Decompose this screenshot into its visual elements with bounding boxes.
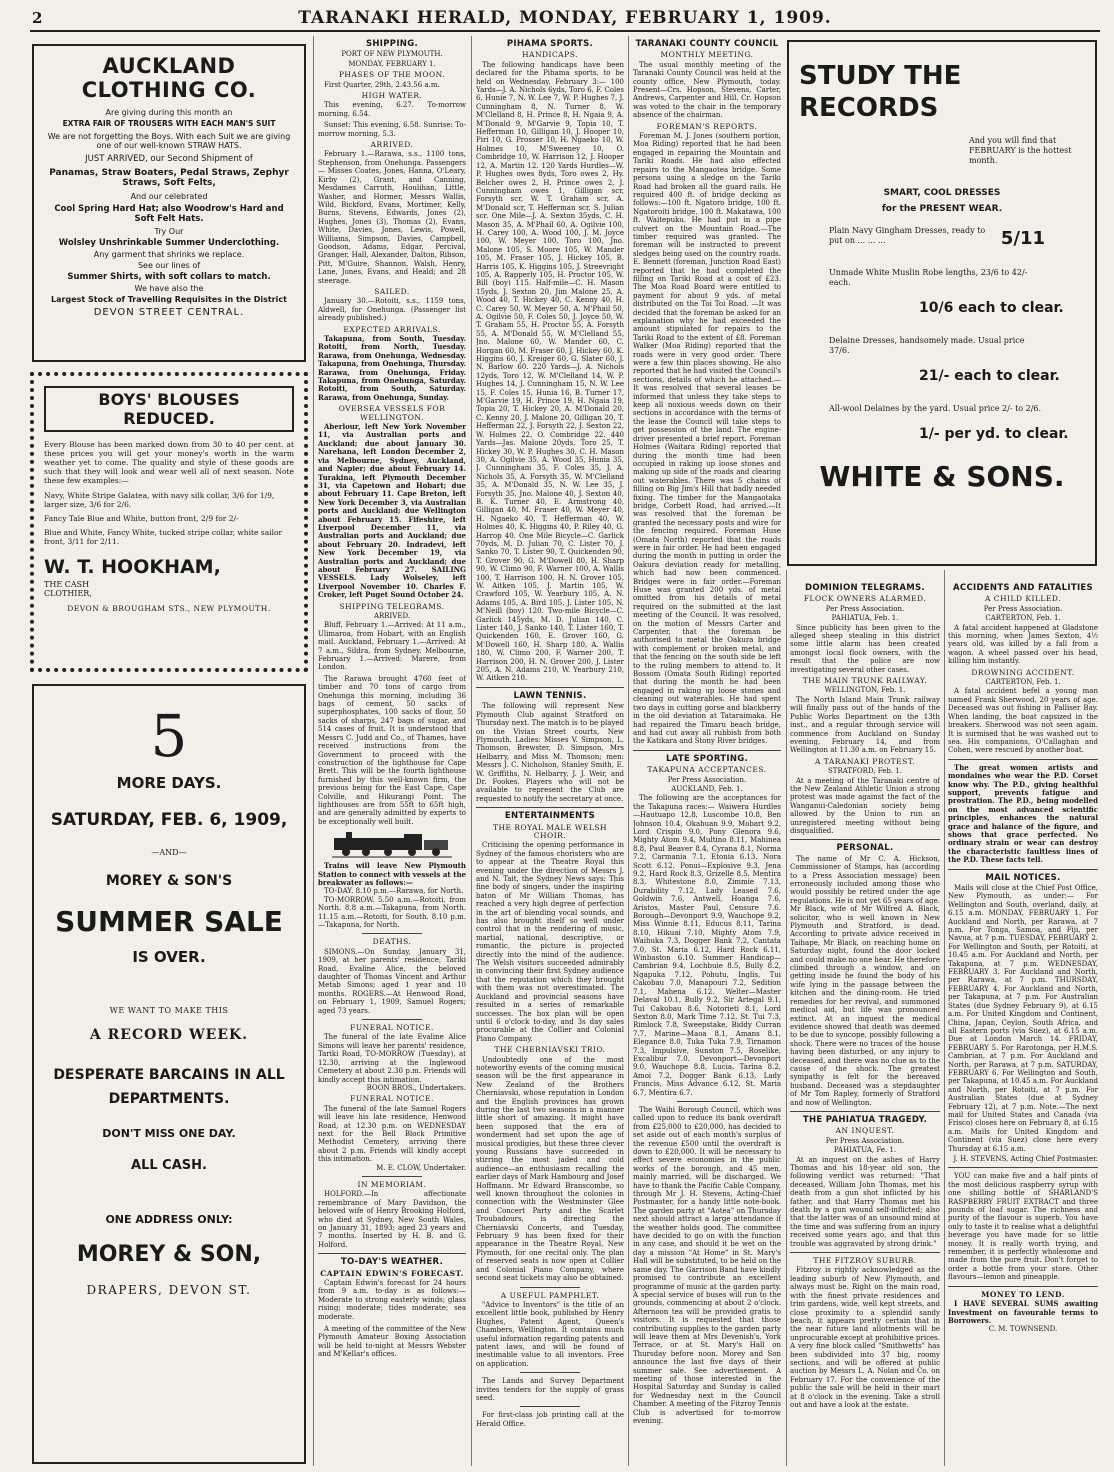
ad-line: And our celebrated [130, 192, 208, 201]
article-text: Since publicity has been given to the alleged sheep stealing in this district some little alarm has been created amongst local flock owners, with the result that the police are now investigating several other cases. [790, 623, 940, 674]
article-text: A fatal accident befel a young man named Frank Sherwood, 20 years of age. Deceased was out fishing in Palliser Bay. When landing, the boat capsized in the breakers. Sherwood was not seen again. It is surmised that he was washed out to sea. His companions, O'Callaghan and Cohen, were rescued by another boat. [948, 687, 1098, 755]
article-text: Trains will leave New Plymouth Station to connect with vessels at the breakwater as follows:— [318, 861, 466, 887]
subheading: A TARANAKI PROTEST. [814, 756, 916, 766]
ad-intro: Every Blouse has been marked down from 30 to 40 per cent. at these prices you will get your money's worth in the warm weather yet to come. The quality and style of these goods are such that they will look and wear well all of next season. Note these few examples:— [44, 440, 294, 485]
section-heading: MAIL NOTICES. [985, 872, 1061, 883]
subheading: TAKAPUNA ACCEPTANCES. [647, 765, 767, 775]
subheading: THE FITZROY SUBURB. [813, 1256, 917, 1266]
divider [633, 750, 781, 751]
subheading: Per Press Association. [667, 775, 747, 784]
article-text: The Rarawa brought 4760 feet of timber and 70 tons of cargo from Onehunga this morning, including 36 bags of cement, 50 sacks of superphosphates, 100 sacks of flour, 50 sacks of sharps, 247 bags of sugar, and 514 cases of fruit. It is understood that Messrs C. Judd and Co., of Thames, have received instructions from the Government to proceed with the construction of the lighthouse for Cape Brett. This will be the fourth lighthouse furnished by this well-known firm, the previous being for the East Cape, Cape Colville, and Hikurangi Point. The lighthouses are from 55ft to 65ft high, and are generally admitted by experts to be exceptionally well built. [318, 674, 466, 826]
article-text: SIMONS.—On Sunday, January 31, 1909, at her parents' residence, Tariki Road, Evaline Alice, the beloved daughter of Thomas Vincent and Arthur Metab Simons; aged 1 year and 10 months. ROGERS.—At Henwood Road, on February 1, 1909, Samuel Rogers; aged 73 years. [318, 947, 466, 1015]
ad-line: Largest Stock of Travelling Requisites in the District [51, 295, 287, 304]
section-heading: SHIPPING. [365, 39, 419, 49]
dateline: AUCKLAND, Feb. 1. [671, 784, 743, 793]
column-rule [786, 570, 787, 1466]
column-rule [944, 570, 945, 1466]
ad-line: Unmade White Muslin Robe lengths, 23/6 to 42/- each. [829, 268, 1028, 287]
page-number: 2 [32, 9, 43, 27]
ad-line: WE WANT TO MAKE THIS [109, 1006, 229, 1015]
ad-line: ALL CASH. [131, 1158, 207, 1173]
subheading: DROWNING ACCIDENT. [971, 667, 1075, 677]
article-text: A meeting of the committee of the New Plymouth Amateur Boxing Association will be held to-night at Messrs Webster and M'Kellar's offices. [318, 1325, 466, 1359]
subheading: MONDAY, FEBRUARY 1. [348, 59, 436, 68]
ad-item: Blue and White, Fancy White, tucked stripe collar, white sailor front, 3/11 for 2/11. [44, 528, 283, 546]
article-text: February 1.—Rarawa, s.s., 1100 tons, Stephenson, from Onehunga. Passengers— Misses Coates, Jones, Hanna, O'Leary, Kirby (2), Grant, and Canning, Mesdames Carruth, Houlihan, Little, Washer, and Hormer, Messrs Wallis, Wild, Bickford, Evans, Mortimer, Kelly, Burns, Stevens, Edwards, Jones (2), Hughes, Jones (3), Thomas (2), Evans, White, Davies, Jones, Lewis, Powell, Williams, Simpson, Davies, Campbell, Goodson, Adams, Edgar, Percival, Granger, Hall, Alexander, Dalton, Ribson, Pitt, M'Guire, Shannon, Walsh, Henry, Lane, Jones, Evans, and Heald; and 28 steerage. [318, 150, 466, 285]
ad-line: All-wool Delaines by the yard. Usual price 2/- to 2/6. [829, 404, 1042, 413]
column-shipping [318, 36, 466, 1466]
column-sports [476, 36, 624, 1466]
article-text: The Waihi Borough Council, which was called upon to reduce its bank overdraft from £25,000 to £20,000, has decided to set aside out of each month's surplus of the revenue £500 until the overdraft is down to £20,000. It will be necessary to effect severe economies in the public works of the borough, and 45 men, mainly married, will be discharged. We have to thank the Pacific Cable Company, through Mr J. H. Stevens, Acting-Chief Postmaster, for a handy little note-book. The garden party at "Aotea" on Thursday next should attract a large attendance if the weather holds good. The committee have decided to go on with the function in any case, and should it be wet on the day a mission "At Home" in St. Mary's Hall will be substituted, to be held on the same day. The Garrison Band have kindly promised to contribute an excellent programme of music at the garden party. A special service of buses will run to the grounds, commencing at about 2 o'clock. Afternoon tea will be provided gratis to visitors. It is requested that those contributing supplies to the garden party will leave them at Mrs Devenish's, York Terrace, or at St. Mary's Hall on Thursday before noon. Morey and Son announce the last five days of their summer sale. See advertisement. A meeting of those interested in the Hospital Saturday and Sunday is called for Wednesday next in the Council Chamber. A meeting of the Fitzroy Tennis Club is advertised for to-morrow evening. [633, 1105, 781, 1425]
subheading: FOREMAN'S REPORTS. [656, 121, 758, 131]
section-heading: PERSONAL. [836, 843, 894, 854]
dateline: WELLINGTON, Feb. 1. [824, 686, 906, 695]
article-text: Takapuna, from South, Tuesday. Rotoiti, from North, Tuesday. Rarawa, from Onehunga, Wednesday. Takapuna, from Onehunga, Thursday. Rarawa, from Onehunga, Friday. Takapuna, from Onehunga, Saturday. Rotoiti, from South, Saturday. Rarawa, from Onehunga, Sunday. [318, 334, 466, 402]
train-icon [332, 830, 452, 858]
section-heading: THE PAHIATUA TRAGEDY. [802, 1114, 928, 1125]
ad-line: Summer Shirts, with soft collars to match. [67, 272, 271, 282]
ad-line: MOREY & SON'S [105, 873, 233, 889]
divider [948, 1286, 1098, 1287]
section-heading: TO-DAY'S WEATHER. [340, 1257, 444, 1268]
ad-line: And you will find that FEBRUARY is the hottest month. [969, 136, 1072, 165]
ad-line: We have also the [134, 284, 204, 293]
ad-line: Panamas, Straw Boaters, Pedal Straws, Zephyr Straws, Soft Felts, [49, 168, 289, 188]
ad-line: SMART, COOL DRESSES [883, 188, 1001, 198]
signature: C. M. TOWNSEND. [988, 1325, 1058, 1334]
article-text: Aberlour, left New York November 11, via Australian ports and Auckland; due about January 30. Narehana, left London December 2, via Melbourne, Sydney, Auckland, and Napier; due about February 14. Turakina, left Plymouth December 31, via Capetown and Hobart; due about February 11. Cape Breton, left New York December 3, via Australian ports and Auckland; due Wellington about February 15. Fifeshire, left Liverpool December 11, via Australian ports and Auckland; due about February 20. Indradevi, left New York December 19, via Australian ports and Auckland; due about February 27. SAILING VESSELS. Lady Wolseley, left Liverpool November 10. Charles F. Croker, left Puget Sound October 24. [318, 422, 466, 600]
subheading: A CHILD KILLED. [984, 594, 1062, 604]
subheading: FUNERAL NOTICE. [350, 1094, 434, 1104]
subheading: MONEY TO LEND. [981, 1289, 1065, 1299]
article-text: Foreman M. J. Jones (southern portion, Moa Riding) reported that he had been engaged in repairing the Mountain and Tariki Roads. He had also effected repairs to the Mangaotea bridge. Some persons using a sledge on the Tariki Road had broken all the guard rails. He required 400 ft. of bridge decking as follows:—100 ft. Ngatoro bridge, 100 ft. Ngatoroiti bridge, 100 ft. Makatawa, 100 ft. Waitepuku. He had put in a pipe culvert on the Mountain Road.—The timber required was granted. The foreman will be instructed to prevent sledges being used on the country roads. E. Bennett (foreman, Junction Road East) reported that he had completed the filling on Tariki Road at a cost of £23. The Moa Road Board were entitled to payment for about 9 yds. of metal distributed on the Toi Toi Road. —It was decided that the foreman be asked for an explanation why he had exceeded the amount stipulated for repairs to the Tariki Road to the extent of £8. Foreman Walker (Moa Riding) reported that the roads were in very good order. There were a few thin places showing. He also reported that he had visited the Council's sections, details of which he attached.—It was resolved that several leases be informed that unless they take steps to keep all noxious weeds down on their sections in accordance with the terms of the lease the Council will take steps to get possession of the land. The engine-driver presented a brief report. Foreman Holmes (Waitara Riding) reported that during the month time had been occupied in raking up loose stones and making up side of the roads and clearing out waterables. There was 5 chains of filling on Big Jim's Hill that badly needed fixing. The timber for the Mangaotaka bridge, Corbett Road, had arrived.—It was resolved that the foreman be granted the necessary posts and wire for the fencing required. Foreman Huse (Omata North) reported that the roads were in fair order. He had been engaged during the month in putting in order the Oakura deviation ready for metalling, which had now been commenced. Bridges were in fair order.—Foreman Huse was granted 200 yds. of metal omitted from his details of metal required on the submitted at the last meeting of the Council. It was resolved, on the motion of Messrs Carter and Carpenter, that the foreman be authorised to metal the Oakura bridge with complement or broken metal, and that the fencing on the south side be left to the ruling members to attend to. It Bossom (Omata South Riding) reported that during the month he had been engaged in raking up loose stones and cleaning out waterables. He had spent two days in cutting gorse and blackberry in the old deviation at Tataraimaka. He had repaired the Timaru beach bridge, and had cut away all rubbish from both the Katikara and Stony River bridges. [633, 132, 781, 746]
article-text: TO-MORROW. 5.50 a.m.—Rotoiti, from North. 8.8 a.m.—Takapuna, from North. 11.15 a.m.—Rotoiti, for South. 8.10 p.m.—Takapuna, for North. [318, 895, 466, 929]
advertiser-name: W. T. HOOKHAM, [44, 556, 221, 578]
article-text: At a meeting of the Taranaki centre of the New Zealand Athletic Union a strong protest was made against the fact of the Wanganui-Caledonian society being allowed by the Union to run an unregistered meeting without being disqualified. [790, 776, 940, 835]
ad-line: Any garment that shrinks we replace. [93, 250, 245, 259]
subheading: Per Press Association. [983, 604, 1063, 613]
subheading: OVERSEA VESSELS FOR WELLINGTON. [338, 404, 446, 422]
days-count: 5 [150, 702, 188, 770]
signature: BOON BROS., Undertakers. [366, 1083, 466, 1092]
subheading: MONTHLY MEETING. [660, 50, 754, 60]
subheading: HIGH WATER. [361, 91, 423, 101]
article-text: The Lands and Survey Department invites tenders for the supply of grass seed. [476, 1377, 624, 1402]
ad-line: We are not forgetting the Boys. With each Suit we are giving one of our well-known STRAW HATS. [47, 132, 291, 150]
ad-line: SATURDAY, FEB. 6, 1909, [50, 810, 288, 830]
price: 5/11 [1000, 228, 1045, 249]
subheading: FLOCK OWNERS ALARMED. [803, 594, 927, 604]
signature: J. H. STEVENS, Acting Chief Postmaster. [953, 1155, 1098, 1163]
article-text: At an inquest on the ashes of Harry Thomas and his 18-year old son, the following verdict was returned: "That deceased, William John Thomas, met his death from a gun shot inflicted by his father, and that Harry Thomas met his death by a gun wound self-inflicted; also that the latter was of an unsound mind at the time and was suffering from an injury received some years ago, and that this trouble was aggravated by strong drink." [790, 1155, 940, 1248]
article-text: The following handicaps have been declared for the Pihama sports, to be held on Wednesday, February 3:— 100 Yards—J. A. Nichols 6yds, Toro 6, F. Coles 6, Hunie 7, N. W. Lee 7, W. P. Hughes 7, J. Cunningham 8, N. Turner 8, W. M'Clelland 8, H. Prince 8, H. Ngaia 9, A. M'Donald 9, M'Garvie 9, Topia 10, T. Hefferman 10, Gilligan 10, J. Hooper 10, Piri 10, G. Prosser 10, H. Ngaeko 10, W. Holmes 10, M'Sweeney 10, O. Combridge 10, W. Harrison 12, J. Hooper 12, A. Martin 12. 120 Yards Hurdles—W. P. Hughes owes 8yds, Toro owes 2, Hy. Belcher owes 2, H. Prince owes 2, J. Cunningham owes 1, Gilligan scr, Forsyth scr, W. T. Graham scr, A. M'Donald scr, T. Hefferman scr, S. Julian scr. One Mile—J. A. Sexton 35yds, C. H. Mason 35, A. M'Phail 60, A. Ogilvie 100, H. Carey 100, A. Wood 100, J. M. Joyce 100, W. Meyer 100, Toro 100, Jno. Malone 105, S. Moore 105, W. Mander 105, M. Fraser 105, J. Hickey 105, B. Harris 105, K. Higgins 105, J. Streevright 105, A. Rapperly 105, H. Proctor 105, W. Bill (boy) 115. Half-mile—C. H. Mason 15yds, J. Sexton 20, Jim Malone 25, A. Wood 40, T. Hickey 40, C. Kenny 40, H. C. Carey 50, W. Meyer 50, A. M'Phail 50, A. Ogilvie 50, F. Coles 50, J. Joyce 50, W. T. Graham 55, H. Proctor 55, A. Forsyth 55, A. M'Donald 55, W. M'Clelland 55, Jno. Malone 60, W. Mander 60, C. Horgan 60, M. Fraser 60, J. Hickey 60, K. Higgins 60, J. Kreiger 60, G. Slater 60, J. N. Barlow 60. 220 Yards—J. A. Nichols 12yds, Toro 12, W. M'Clelland 14, W. P. Hughes 14, J. Cunningham 15, N. W. Lee 15, F. Coles 15, Hunia 16, B. Turner 17, M'Garvie 19, H. Prince 19, H. Ngaia 19, Topia 20, T. Hickey 20, A. M'Donald 20, C. Kenny 20, J. Malone 20, Gilligan 20, T. Hefferman 22, J. Forsyth 22, J. Sexton 22, W. Holmes 22, O. Combridge 22. 440 Yards—Jas. Malone 20yds, Toro 25, T. Hickey 30, W. P. Hughes 30, C. H. Mason 30, A. Ogilvie 35, A. Wood 35, Hunia 35, J. Cunningham 35, F. Coles 35, J. A. Nichols 35, A. Forsyth 35, W. M'Clelland 35, A. M'Donald 35, N. W. Lee 35, J. Forsyth 35, Jno. Malone 40, J. Sexton 40, B. K. Turner 40, E. Armstrong 40, Gilligan 40, M. Fraser 40, W. Meyer 40, H. Ngaeko 40, T. Hefferman 40, W. Holmes 40, K. Higgins 40, P. Riley 40, G. Harrop 40. One Mile Bicycle—C. Garlick 70yds, M. D. Julian 70, C. Lister 70, J. Sanko 70, T. Lister 90, T. Quickenden 90, T. Grover 90, G. M'Dowell 80, H. Sharp 90, W. Climo 90, F. Warner 100, A. Wallis 100, T. Harrison 100, H. N. Grover 105, W. Aitken 105, J. Martin 105, W. Crawford 105, W. Yearbury 105, A. N. Adams 105, A. Bird 105, J. Lister 105, N. M'Neill (boy) 120. Two-mile Bicycle—C. Garlick 145yds, M. D. Julian 140, C. Lister 140, J. Sanko 140, T. Lister 160, T. Quickenden 160, E. Grover 160, G. M'Dowell 160, H. Sharp 180, A. Wallis 180, W. Climo 200, F. Warner 200, T. Harrison 200, H. N. Grover 200, J. Lister 205, A. N. Adams 210, W. Yearbury 210, W. Aitken 210. [476, 60, 624, 683]
divider [362, 1176, 421, 1177]
price: 10/6 each to clear. [919, 300, 1064, 316]
subheading: A USEFUL PAMPHLET. [500, 1290, 600, 1300]
article-text: January 30.—Rotoiti, s.s., 1159 tons, Aldwell, for Onehunga. (Passenger list already published.) [318, 297, 466, 323]
subheading: IN MEMORIAM. [357, 1179, 427, 1189]
ad-line: A RECORD WEEK. [89, 1027, 249, 1043]
article-text: Fitzroy is rightly acknowledged as the leading suburb of New Plymouth, and always must be. Right on the main road, with the finest private residences and trim gardens, wide, well kept streets, and close proximity to a splendid sandy beach, it appears pretty certain that in the near future land allotments will be unprocurable except at prohibitive prices. A very fine block called "Smithwetts" has been subdivided into 37 big, roomy sections, and will be offered at public auction by Messrs L. A. Nolan and Co. on February 17. For the convenience of the public the sale will be held in their mart at 8 o'clock in the evening. Take a stroll out and have a look at the estate. [790, 1266, 940, 1409]
advert-text: I HAVE SEVERAL SUMS awaiting Investment on favourable terms to Borrowers. [948, 1299, 1098, 1325]
divider [362, 933, 421, 934]
article-text: First Quarter, 29th, 2.43.56 a.m. [324, 80, 440, 89]
subheading: PHASES OF THE MOON. [338, 70, 446, 80]
advert-text: The great women artists and mondaines who wear the P.D. Corset know why. The P.D., giving healthful support, prevents fatigue and prostration. The P.D., being modelled on the most advanced scientific principles, enhances the natural grace and balance of the figure, and shows that grace perfected. No ordinary strain or wear can destroy the characteristic faultless lines of the P.D. These facts tell. [948, 762, 1098, 865]
hookham-ad [30, 372, 308, 672]
subheading: EXPECTED ARRIVALS. [343, 324, 441, 334]
column-rule [471, 36, 472, 1466]
dateline: CARTERTON, Feb. 1. [985, 678, 1061, 687]
article-text: The North Island Main Trunk railway will finally pass out of the hands of the Public Works Department on the 13th inst., and a regular through service will commence from Auckland on Sunday evening, February 14, and from Wellington at 11.30 a.m. on February 15. [790, 695, 940, 755]
advert-text: YOU can make five and a half pints of the most delicious raspberry syrup with one shilling bottle of SHARLAND'S RASPBERRY FRUIT EXTRACT and three pounds of loaf sugar. The richness and purity of the flavour is superb. You have only to taste it to realise what a delightful beverage you have made for so little money. It is really worth trying, and remember, it is perfectly wholesome and made from the pure fruit. Don't forget to order a bottle from your store. Other flavours—lemon and pineapple. [948, 1172, 1098, 1282]
article-text: Undoubtedly one of the most noteworthy events of the coming musical season will be the first appearance in New Zealand of the Brothers Cherniavski, whose reputation in London and the English provinces has grown during the last two seasons in a manner little short of amazing. It might have been supposed that the era of wonderment had set upon the age of musical prodigies, but these three clever young Russians have succeeded in stirring the most jaded and cold audience—an enthusiasm recalling the earlier days of Mark Hambourg and Josef Hoffmann. Mr Edward Branscombe, so well known throughout the colonies in connection with the Westminster Glee and Concert Party and the Scarlet Troubadours, is directing the Cherniavski Concerts, and Tuesday, February 9 has been fixed for their appearance in the Theatre Royal, New Plymouth, for one recital only. The plan of reserved seats is now open at Collier and Colonial Piano Company, where second seat tickets may also be obtained. [476, 1055, 624, 1283]
article-text: The name of Mr C. A. Hickson, Commissioner of Stamps, has (according to a Press Association message) been erroneously included among those who would possibly be retired under the age regulations. He is not yet 65 years of age. Mr Black, wife of Mr Wilfred A. Black, solicitor, who is well known in New Plymouth and Stratford, is dead. According to private advice received in Taihape, Mr Black, on reaching home on Saturday night, found the door locked and could make no one hear. He therefore climbed through a window, and on getting inside he found the body of his wife lying in the passage between the kitchen and the dining-room. He tried remedies for her revival, and summoned medical aid, but life was pronounced extinct. At an inquest the medical evidence showed that death was deemed to be due to syncope, possibly following a shock. There were no traces of the house having been disturbed, or any injury to deceased, and there was no clue as to the cause of the shock. The greatest sympathy is felt for the bereaved husband. Deceased was a stepdaughter of Mr Tom Rapley, formerly of Stratford and now of Wellington. [790, 854, 940, 1107]
article-text: The funeral of the late Evaline Alice Simons will leave her parents' residence, Tariki Road, TO-MORROW (Tuesday), at 12.30, arriving at the Inglewood Cemetery at about 2.30 p.m. Friends will kindly accept this intimation. [318, 1033, 466, 1084]
article-text: The funeral of the late Samuel Rogers will leave his late residence, Henwood Road, at 12.30 p.m. on WEDNESDAY next for the Bell Block Primitive Methodist Cemetery, arriving there about 2 p.m. Friends will kindly accept this intimation. [318, 1104, 466, 1164]
auckland-clothing-ad [32, 44, 306, 362]
divider [790, 1111, 940, 1112]
ad-line: MORE DAYS. [116, 774, 222, 792]
article-text: The following will represent New Plymouth Club against Stratford on Thursday next. The match is to be played on the Vivian Street courts, New Plymouth. Ladies: Misses V. Simpson, L. Thomson, Brewster, D. Simpson, Mrs Helbarry, and Miss M. Thomson; men: Messrs J. C. Nicholson, Stanley Smith, E. W. Griffiths, N. Helbarry, J. J. Weir, and Dr. Fookes. Players who will not be available to represent the Club are requested to notify the secretary at once. [476, 702, 624, 803]
divider [476, 807, 624, 808]
divider [520, 1287, 579, 1288]
ad-title: STUDY THE [799, 61, 962, 91]
section-heading: PIHAMA SPORTS. [506, 39, 594, 49]
subheading: Per Press Association. [825, 604, 905, 613]
ad-line: JUST ARRIVED, our Second Shipment of [85, 154, 253, 164]
article-text: This evening, 6.27. To-morrow morning, 6.54. [318, 101, 466, 118]
divider [677, 1101, 736, 1102]
ad-title: RECORDS [799, 93, 939, 123]
divider [948, 869, 1098, 870]
article-text: The usual monthly meeting of the Taranaki County Council was held at the county office, New Plymouth, today. Present—Crs. Hopson, Stevens, Carter, Andrews, Carpenter and Hill. Cr. Hopson was voted to the chair in the temporary absence of the chairman. [633, 60, 781, 120]
ad-line: DRAPERS, DEVON ST. [86, 1283, 252, 1297]
subheading: CAPTAIN EDWIN'S FORECAST. [320, 1268, 464, 1278]
column-telegrams [790, 580, 940, 1466]
ad-line: MOREY & SON, [76, 1242, 262, 1267]
subheading: HANDICAPS. [522, 50, 578, 60]
article-text: Bluff, February 1.—Arrived: At 11 a.m., Ulimaroa, from Hobart, with an English mail. Auckland, February 1.—Arrived: At 7 a.m., Sildra, from Sydney. Melbourne, February 1.—Arrived: Marere, from London. [318, 621, 466, 672]
ad-line: ONE ADDRESS ONLY: [105, 1213, 233, 1226]
divider [476, 687, 624, 688]
dateline: PAHIATUA, Fe. 1. [833, 1146, 897, 1155]
subheading: THE MAIN TRUNK RAILWAY. [802, 676, 928, 686]
divider [948, 1167, 1098, 1168]
ad-line: Delaine Dresses, handsomely made. Usual price 37/6. [829, 336, 1025, 355]
signature: M. E. CLOW, Undertaker. [376, 1163, 466, 1172]
subheading: THE CHERNIAVSKI TRIO. [494, 1045, 606, 1055]
newspaper-title: TARANAKI HERALD, MONDAY, FEBRUARY 1, 1909. [298, 8, 832, 28]
column-accidents [948, 580, 1098, 1466]
ad-line: Cool Spring Hard Hat; also Woodrow's Hard and Soft Felt Hats. [54, 204, 284, 224]
ad-line: Are giving during this month an [105, 108, 233, 117]
ad-line: for the PRESENT WEAR. [881, 204, 1003, 214]
ad-line: EXTRA FAIR OF TROUSERS WITH EACH MAN'S SUIT [62, 119, 276, 128]
column-council [633, 36, 781, 1466]
price: 1/- per yd. to clear. [919, 426, 1069, 442]
ad-title: AUCKLAND CLOTHING CO. [81, 54, 257, 102]
article-text: "Advice to Inventors" is the title of an excellent little book, published by Henry Hughes, Patent Agent, Queen's Chambers, Wellington. It contains much useful information regarding patents and patent laws, and will be found of inestimable value to all inventors. Free on application. [476, 1300, 624, 1368]
article-text: Mails will close at the Chief Post Office, New Plymouth, as under:— For Wellington and South, overland, daily, at 6.15 a.m. MONDAY, FEBRUARY 1. For Auckland and North, per Rarawa, at 7 p.m. For Tonga, Samoa, and Fiji, per Navua, at 7 p.m. TUESDAY, FEBRUARY 2. For Wellington and South, per Rotoiti, at 10.45 a.m. For Auckland and North, per Takapuna, at 7 p.m. WEDNESDAY, FEBRUARY 3. For Auckland and North, per Rarawa, at 7 p.m. THURSDAY, FEBRUARY 4. For Auckland and North, per Takapuna, at 7 p.m. For Australian States (due Sydney February 9), at 6.15 a.m. For United Kingdom and Continent, China, Japan, Ceylon, South Africa, and all Eastern ports (via Suez), at 6.15 a.m. Due at London March 14. FRIDAY, FEBRUARY 5. For Rarotonga, per H.M.S. Cambrian, at 7 p.m. For Auckland and North, per Rarawa, at 7 p.m. SATURDAY, FEBRUARY 6. For Wellington and South, per Takapuna, at 10.45 a.m. For Auckland and North, per Rotoiti, at 7 p.m. For Australian States (due at Sydney February 12), at 7 p.m. Note.—The next mail for United States and Canada (via Frisco) closes here on February 8, at 6.15 a.m. Mails for United Kingdom and Continent (via Suez) close here every Thursday at 6.15 a.m. [948, 884, 1098, 1153]
section-heading: TARANAKI COUNTY COUNCIL [635, 39, 779, 49]
subheading: FUNERAL NOTICE. [350, 1023, 434, 1033]
ad-item: Navy, White Stripe Galatea, with navy silk collar, 3/6 for 1/9, larger size, 3/6 for 2/6. [44, 491, 275, 509]
ad-item: Fancy Tale Blue and White, button front, 2/9 for 2/- [44, 514, 239, 523]
subheading: DEATHS. [372, 937, 412, 947]
divider [520, 1406, 579, 1407]
ad-line: DON'T MISS ONE DAY. [102, 1127, 236, 1140]
ad-line: Try Our [154, 227, 184, 236]
section-heading: DOMINION TELEGRAMS. [805, 583, 925, 593]
divider [790, 1252, 940, 1253]
article-text: For first-class job printing call at the Herald Office. [476, 1411, 624, 1428]
subheading: SAILED. [374, 286, 410, 296]
masthead [30, 6, 1100, 32]
subheading: THE ROYAL MALE WELSH CHOIR. [492, 822, 608, 840]
ad-line: IS OVER. [132, 948, 206, 966]
article-text: Captain Edwin's forecast for 24 hours from 9 a.m. to-day is as follows:— Moderate to strong easterly winds; glass rising; moderate; tides moderate; sea moderate. [318, 1279, 466, 1321]
ad-title: BOYS' BLOUSES REDUCED. [44, 386, 294, 432]
subheading: ARRIVED. [370, 140, 414, 150]
subheading: Per Press Association. [825, 1136, 905, 1145]
price: 21/- each to clear. [919, 368, 1060, 384]
section-heading: LAWN TENNIS. [513, 690, 587, 701]
dateline: PAHIATUA, Feb. 1. [831, 614, 899, 623]
white-sons-ad [787, 40, 1097, 566]
advertiser-address: DEVON & BROUGHAM STS., NEW PLYMOUTH. [67, 603, 271, 613]
section-heading: LATE SPORTING. [665, 753, 749, 764]
ad-line: DESPERATE BARCAINS IN ALL DEPARTMENTS. [53, 1067, 285, 1107]
column-rule [313, 36, 314, 1466]
divider [318, 1253, 466, 1254]
dateline: CARTERTON, Feb. 1. [985, 614, 1061, 623]
ad-line: See our lines of [137, 261, 201, 270]
article-text: The following are the acceptances for the Takapuna races:— Waiwera Hurdles—Hautuapo 12.8, Luscombe 10.8, Ben Johnson 10.4, Okahuan 9.9, Mobart 9.2, Lord Crispin 9.0, Pony Glenora 9.6, Mighty Atom 9.4, Multino 8.11, Mahinea 8.8, Paul Beaver 8.4, Cyrana 8.1, Norma 7.2, Carmania 7.1, Etonia 6.13, Nora Scott 6.12. Ponui—Explosive 9.3, Jena 9.2, Hard Rock 8.3, Grizelle 8.5, Mentira 8.3, Whitestone 8.0, Zimmie 7.13, Durability 7.12, Lady Leased 7.6, Goldwin 7.6, Antwell, Hoanga 7.6, Aristos, Master Paul, Censure 7.6. Borough—Devonport 9.9, Wauchope 9.2, Miss Winnie 8.11, Educus 8.11, Tarina 8.10, Hikuai 7.10, Mighty Atom 7.9, Waihuka 7.3, Dogger Bank 7.2, Cantata 7.0, St. Maria 6.12, Hard Rock 6.11, Winbaston 6.10. Summer Handicap—Cambrian 9.4, Lochbuie 8.5, Bully 8.2, Ngapuka 7.12, Pohutu, Inglis, Tui Cakobau 7.0, Manapouri 7.2, Sedition 7.1, Mahena 6.12. Welter—Master Delaval 10.1, Bully 9.2, Sir Artegal 9.1, Tui Cakobau 8.6, Notorieti 8.1, Lord Sexton 8.0, Mark Time 7.12, St. Tui 7.3, Rimlock 7.8, Sweepstake, Biddy Curran 7.7. Marine—Maoa 8.1, Amans 8.1, Elegance 8.0, Tuka Tuka 7.9, Tirnamon 7.3, Impulsive, Sunston 7.5, Roselike, Excalibur 7.0. Devonport—Devonport 9.0, Wauchope 8.8, Lucia, Tarina 8.2, Amoi 7.2, Dogger Bank 6.13, Lady Francis, Miss Advance 6.12, St. Maria 6.7, Mentira 6.7. [633, 794, 781, 1097]
section-heading: ENTERTAINMENTS [504, 811, 596, 822]
divider [790, 839, 940, 840]
advertiser-tagline: THE CASH CLOTHIER, [44, 579, 92, 598]
article-text: HOLFORD.—In affectionate remembrance of Mary Davidson, the beloved wife of Henry Brooking Holford, who died at Sydney, New South Wales, on January 31, 1893; aged 23 years and 7 months. Inserted by H. B. and G. Holford. [318, 1190, 466, 1249]
subheading: AN INQUEST. [835, 1126, 895, 1136]
morey-son-ad [32, 684, 306, 1464]
subheading: PORT OF NEW PLYMOUTH. [341, 50, 443, 59]
advertiser-name: WHITE & SONS. [819, 460, 1065, 493]
article-text: Criticising the opening performance in Sydney of the famous choristers who are to appear at the Theatre Royal this evening under the direction of Messrs J. and N. Tait, the Sydney News says: This fine body of singers, under the inspiring baton of Mr William Thomas, has reached a very high degree of perfection in the art of blending vocal sounds, and has also brought itself so well under control that in the rendering of music, martial, national, descriptive, or romantic, the picture is projected directly into the mind of the audience. The Welsh visitors succeeded admirably in convincing their first Sydney audience that the reputation which they brought with them was not overestimated. The Auckland and provincial seasons have resulted in a series of remarkable successes. The box plan will be open until 6 o'clock to-day, and 3s day sales procurable at the Collier and Colonial Piano Company. [476, 841, 624, 1043]
dateline: STRATFORD, Feb. 1. [828, 767, 902, 776]
divider [948, 759, 1098, 760]
ad-line: Wolsley Unshrinkable Summer Underclothing. [58, 238, 280, 248]
subheading: ARRIVED. [373, 612, 411, 620]
ad-line: —AND— [151, 848, 187, 857]
section-heading: ACCIDENTS AND FATALITIES [953, 583, 1093, 593]
divider [362, 1019, 421, 1020]
article-text: TO-DAY. 8.10 p.m.—Rarawa, for North. [324, 887, 464, 896]
column-rule [628, 36, 629, 1466]
subheading: SHIPPING TELEGRAMS. [339, 601, 445, 611]
ad-line: SUMMER SALE [55, 905, 283, 938]
ad-line: DEVON STREET CENTRAL. [93, 307, 245, 318]
divider [520, 1372, 579, 1373]
article-text: A fatal accident happened at Gladstone this morning, when James Sexton, 4½ years old, was killed by a fall from a wagon. A wheel passed over his head, killing him instantly. [948, 623, 1098, 666]
ad-line: Plain Navy Gingham Dresses, ready to put on ... ... ... [829, 226, 986, 245]
article-text: Sunset: This evening, 6.58. Sunrise: To-morrow morning, 5.3. [318, 121, 466, 138]
